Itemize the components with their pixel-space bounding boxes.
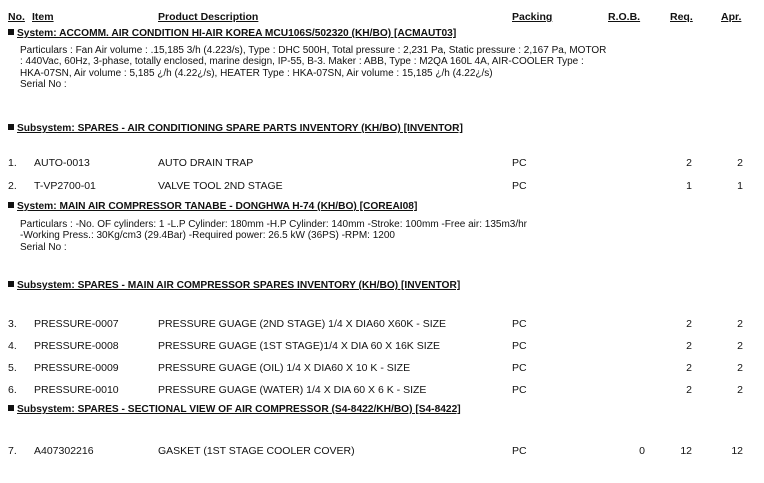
row-desc: GASKET (1ST STAGE COOLER COVER) [158, 445, 355, 457]
row-packing: PC [512, 157, 527, 169]
subsystem-title: Subsystem: SPARES - MAIN AIR COMPRESSOR SPARES INVENTORY (KH/BO) [INVENTOR] [17, 280, 461, 291]
row-req: 2 [686, 362, 692, 374]
row-desc: VALVE TOOL 2ND STAGE [158, 180, 283, 192]
subsystem-title: Subsystem: SPARES - SECTIONAL VIEW OF AIR COMPRESSOR (S4-8422/KH/BO) [S4-8422] [17, 404, 461, 415]
row-desc: PRESSURE GUAGE (2ND STAGE) 1/4 X DIA60 X60K - SIZE [158, 318, 447, 330]
row-item: PRESSURE-0009 [34, 362, 119, 374]
header-apr: Apr. [721, 11, 742, 23]
row-desc: AUTO DRAIN TRAP [158, 157, 254, 169]
system-heading [8, 28, 456, 39]
row-req: 2 [686, 318, 692, 330]
row-packing: PC [512, 340, 527, 352]
row-req: 12 [680, 445, 692, 457]
row-req: 2 [686, 384, 692, 396]
subsystem-heading [8, 123, 463, 134]
row-apr: 2 [737, 384, 743, 396]
row-apr: 12 [731, 445, 743, 457]
particulars-line: HKA-07SN, Air volume : 5,185 ¿/h (4.22¿/s), HEATER Type : HKA-07SN, Air volume : 15,185 ¿/h (4.22¿/s) [20, 67, 493, 79]
header-item: Item [32, 11, 54, 23]
header-product-description: Product Description [158, 11, 259, 23]
header-rob: R.O.B. [608, 11, 641, 23]
bullet-icon [8, 202, 14, 208]
row-req: 1 [686, 180, 692, 192]
row-item: A407302216 [34, 445, 94, 457]
system-title: System: MAIN AIR COMPRESSOR TANABE - DONGHWA H-74 (KH/BO) [COREAI08] [17, 201, 418, 212]
row-packing: PC [512, 445, 527, 457]
row-item: PRESSURE-0010 [34, 384, 119, 396]
subsystem-heading [8, 280, 460, 291]
row-packing: PC [512, 384, 527, 396]
row-apr: 2 [737, 340, 743, 352]
row-desc: PRESSURE GUAGE (WATER) 1/4 X DIA 60 X 6 K - SIZE [158, 384, 427, 396]
system-particulars [20, 219, 760, 253]
row-apr: 2 [737, 157, 743, 169]
row-apr: 2 [737, 318, 743, 330]
row-req: 2 [686, 340, 692, 352]
serial-no-label: Serial No : [20, 78, 67, 90]
row-packing: PC [512, 180, 527, 192]
row-item: PRESSURE-0007 [34, 318, 119, 330]
row-item: PRESSURE-0008 [34, 340, 119, 352]
particulars-line: : 440Vac, 60Hz, 3-phase, totally enclosed, marine design, IP-55, B-3. Maker : ABB, Type : M2QA 160L 4A, AIR-COOLER Type : [20, 56, 584, 68]
row-no: 1. [8, 157, 17, 169]
subsystem-heading [8, 404, 461, 415]
header-no: No. [8, 11, 25, 23]
row-apr: 1 [737, 180, 743, 192]
bullet-icon [8, 124, 14, 130]
system-particulars [20, 45, 760, 90]
row-no: 6. [8, 384, 17, 396]
row-item: T-VP2700-01 [34, 180, 96, 192]
row-packing: PC [512, 318, 527, 330]
system-heading [8, 201, 417, 212]
row-no: 3. [8, 318, 17, 330]
bullet-icon [8, 405, 14, 411]
row-rob: 0 [639, 445, 645, 457]
particulars-line: Particulars : -No. OF cylinders: 1 -L.P Cylinder: 180mm -H.P Cylinder: 140mm -Stroke: 100mm -Free air: 135m3/hr [20, 219, 528, 230]
row-item: AUTO-0013 [34, 157, 90, 169]
serial-no-label: Serial No : [20, 241, 67, 253]
row-packing: PC [512, 362, 527, 374]
row-no: 2. [8, 180, 17, 192]
header-req: Req. [670, 11, 693, 23]
subsystem-title: Subsystem: SPARES - AIR CONDITIONING SPARE PARTS INVENTORY (KH/BO) [INVENTOR] [17, 123, 463, 134]
row-no: 5. [8, 362, 17, 374]
row-desc: PRESSURE GUAGE (1ST STAGE)1/4 X DIA 60 X 16K SIZE [158, 340, 441, 352]
row-apr: 2 [737, 362, 743, 374]
bullet-icon [8, 29, 14, 35]
bullet-icon [8, 281, 14, 287]
particulars-line: Particulars : Fan Air volume : .15,185 3/h (4.223/s), Type : DHC 500H, Total pressure : 2,231 Pa, Static pressure : 2,167 Pa, MOTOR [20, 45, 607, 56]
row-desc: PRESSURE GUAGE (OIL) 1/4 X DIA60 X 10 K - SIZE [158, 362, 411, 374]
row-req: 2 [686, 157, 692, 169]
system-title: System: ACCOMM. AIR CONDITION HI-AIR KOREA MCU106S/502320 (KH/BO) [ACMAUT03] [17, 28, 457, 39]
row-no: 7. [8, 445, 17, 457]
header-packing: Packing [512, 11, 553, 23]
row-no: 4. [8, 340, 17, 352]
particulars-line: -Working Press.: 30Kg/cm3 (29.4Bar) -Required power: 26.5 kW (36PS) -RPM: 1200 [20, 230, 395, 242]
